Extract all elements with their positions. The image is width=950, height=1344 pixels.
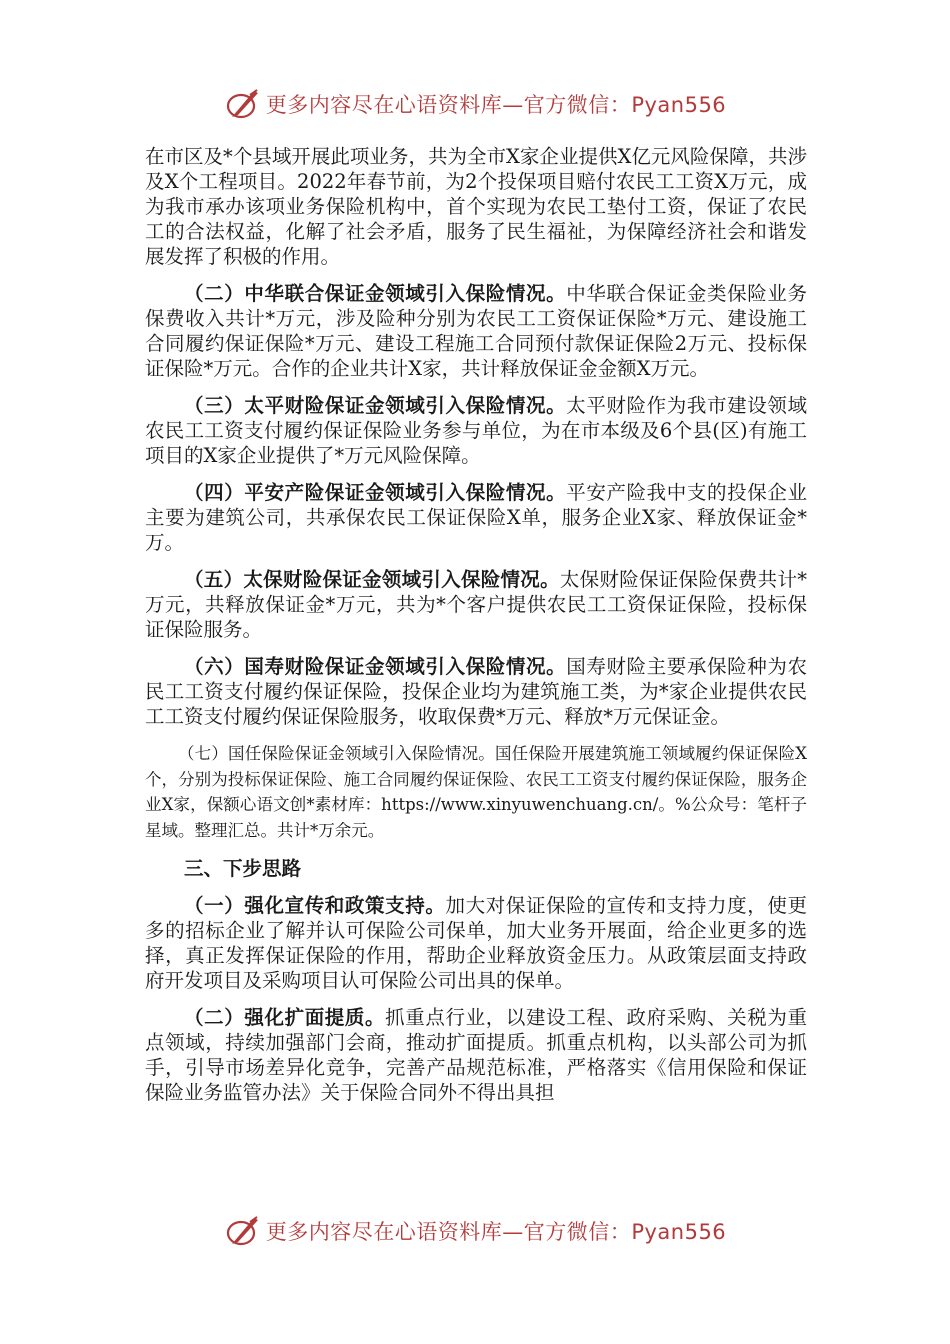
footer-banner (0, 1211, 950, 1251)
banner-account: Pyan556 (631, 1220, 727, 1244)
paragraph-guoshou: （六）国寿财险保证金领域引入保险情况。国寿财险主要承保险种为农民工工资支付履约保证保险，投保企业均为建筑施工类，为*家企业提供农民工工资支付履约保证保险服务，收取保费*万元、释放*万元保证金。 (145, 655, 807, 728)
paragraph-publicity: （一）强化宣传和政策支持。加大对保证保险的宣传和支持力度，使更多的招标企业了解并认可保险公司保单，加大业务开展面，给企业更多的选择，真正发挥保证保险的作用，帮助企业释放资金压力。从政策层面支持政府开发项目及采购项目认可保险公司出具的保单。 (145, 894, 807, 992)
paragraph-guoren: （七）国任保险保证金领域引入保险情况。国任保险开展建筑施工领域履约保证保险X个，分别为投标保证保险、施工合同履约保证保险、农民工工资支付履约保证保险，服务企业X家，保额心语文创*素材库：https://www.xinyuwenchuang.cn/。%公众号：笔杆子星域。整理汇总。共计*万余元。 (145, 744, 807, 840)
paragraph-taiping: （三）太平财险保证金领域引入保险情况。太平财险作为我市建设领域农民工工资支付履约保证保险业务参与单位，为在市本级及6个县(区)有施工项目的X家企业提供了*万元风险保障。 (145, 394, 807, 467)
paragraph-intro: 在市区及*个县域开展此项业务，共为全市X家企业提供X亿元风险保障，共涉及X个工程项目。2022年春节前，为2个投保项目赔付农民工工资X万元，成为我市承办该项业务保险机构中，首个实现为农民工垫付工资，保证了农民工的合法权益，化解了社会矛盾，服务了民生福祉，为保障经济社会和谐发展发挥了积极的作用。 (145, 145, 807, 268)
quill-pen-logo-icon (224, 1214, 262, 1248)
banner-text: 更多内容尽在心语资料库—官方微信：Pyan556 (265, 1220, 727, 1244)
paragraph-taibao: （五）太保财险保证金领域引入保险情况。太保财险保证保险保费共计*万元，共释放保证金*万元，共为*个客户提供农民工工资保证保险，投标保证保险服务。 (145, 568, 807, 641)
section-heading: 三、下步思路 (184, 857, 302, 880)
banner-account: Pyan556 (631, 93, 727, 117)
document-body (145, 144, 807, 1117)
banner-text: 更多内容尽在心语资料库—官方微信：Pyan556 (265, 93, 727, 117)
paragraph-zhonghua: （二）中华联合保证金领域引入保险情况。中华联合保证金类保险业务保费收入共计*万元，涉及险种分别为农民工工资保证保险*万元、建设施工合同履约保证保险*万元、建设工程施工合同预付款保证保险2万元、投标保证保险*万元。合作的企业共计X家，共计释放保证金金额X万元。 (145, 282, 807, 380)
header-banner (0, 84, 950, 124)
paragraph-pingan: （四）平安产险保证金领域引入保险情况。平安产险我中支的投保企业主要为建筑公司，共承保农民工保证保险X单，服务企业X家、释放保证金*万。 (145, 481, 807, 554)
quill-pen-logo-icon (224, 87, 262, 121)
paragraph-expansion: （二）强化扩面提质。抓重点行业，以建设工程、政府采购、关税为重点领域，持续加强部门会商，推动扩面提质。抓重点机构，以头部公司为抓手，引导市场差异化竞争，完善产品规范标准，严格落实《信用保险和保证保险业务监管办法》关于保险合同外不得出具担 (145, 1006, 807, 1104)
